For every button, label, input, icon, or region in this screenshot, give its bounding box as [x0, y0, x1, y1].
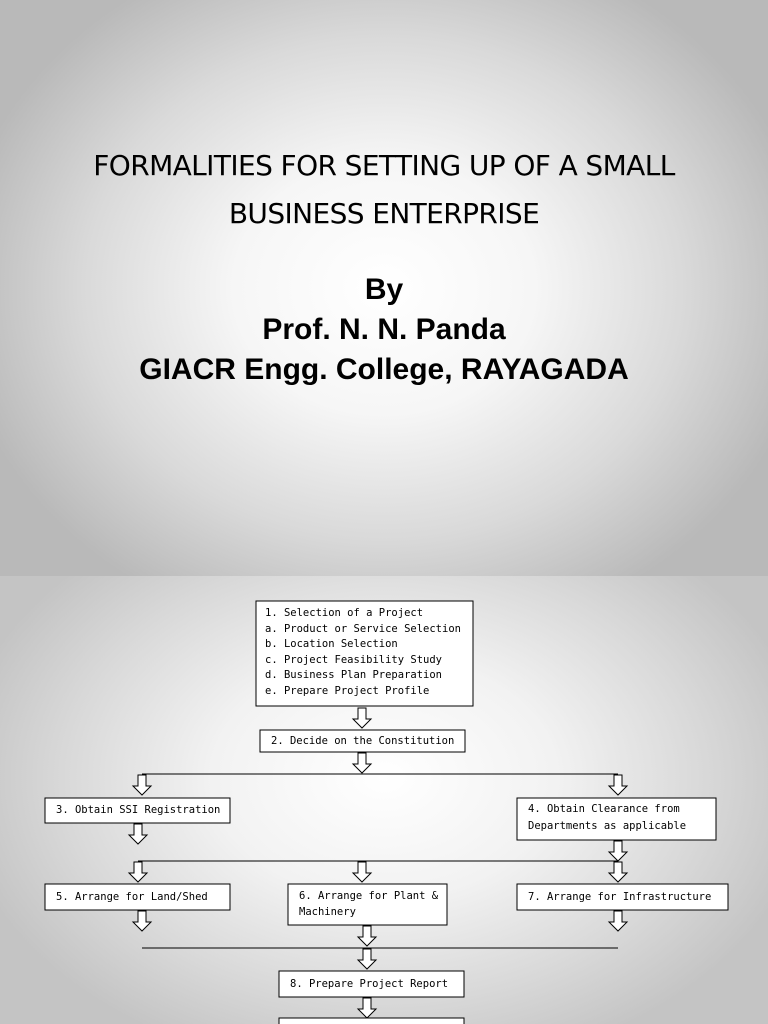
- arrow-to-step-7: [609, 862, 627, 882]
- title-line-1: FORMALITIES FOR SETTING UP OF A SMALL: [93, 149, 675, 182]
- step-5-label: 5. Arrange for Land/Shed: [56, 891, 208, 903]
- step-1-line-6: e. Prepare Project Profile: [265, 685, 430, 697]
- author-name: Prof. N. N. Panda: [262, 313, 506, 346]
- step-5-box: [45, 884, 230, 910]
- step-8-label: 8. Prepare Project Report: [290, 978, 449, 990]
- arrow-from-step-5: [133, 911, 151, 931]
- arrow-from-step-8: [358, 998, 376, 1018]
- step-1-box: [256, 601, 473, 706]
- step-2-box: [260, 730, 465, 752]
- step-1-line-5: d. Business Plan Preparation: [265, 669, 443, 681]
- flowchart-diagram: [0, 576, 768, 1024]
- arrow-to-step-5: [129, 862, 147, 882]
- arrow-to-step-3: [133, 775, 151, 795]
- step-7-box: [517, 884, 728, 910]
- step-2-label: 2. Decide on the Constitution: [271, 735, 455, 747]
- step-6-box: [288, 884, 447, 925]
- by-label: By: [364, 273, 404, 306]
- step-3-box: [45, 798, 230, 823]
- step-6-line-1: 6. Arrange for Plant &: [299, 890, 439, 902]
- step-7-label: 7. Arrange for Infrastructure: [528, 891, 712, 903]
- step-9-box-partial: [279, 1018, 464, 1024]
- arrow-1-to-2: [353, 708, 371, 728]
- flowchart-slide: [0, 576, 768, 1024]
- arrow-to-step-6: [353, 862, 371, 882]
- author-block: [0, 270, 768, 390]
- arrow-2-to-branch: [353, 753, 371, 773]
- step-1-line-1: 1. Selection of a Project: [265, 607, 424, 619]
- arrow-from-step-3: [129, 824, 147, 844]
- step-4-line-2: Departments as applicable: [528, 820, 687, 832]
- title-line-2: BUSINESS ENTERPRISE: [228, 197, 540, 230]
- step-4-line-1: 4. Obtain Clearance from: [528, 803, 680, 815]
- step-1-line-2: a. Product or Service Selection: [265, 623, 461, 635]
- step-3-label: 3. Obtain SSI Registration: [56, 804, 221, 816]
- arrow-from-step-6: [358, 926, 376, 946]
- arrow-from-step-4: [609, 841, 627, 861]
- step-4-box: [517, 798, 716, 840]
- arrow-to-step-8: [358, 949, 376, 969]
- arrow-from-step-7: [609, 911, 627, 931]
- arrow-to-step-4: [609, 775, 627, 795]
- step-1-line-3: b. Location Selection: [265, 638, 398, 650]
- step-8-box: [279, 971, 464, 997]
- step-1-line-4: c. Project Feasibility Study: [265, 654, 443, 666]
- step-6-line-2: Machinery: [299, 906, 356, 918]
- college-name: GIACR Engg. College, RAYAGADA: [139, 353, 629, 386]
- slide-title: [0, 142, 768, 238]
